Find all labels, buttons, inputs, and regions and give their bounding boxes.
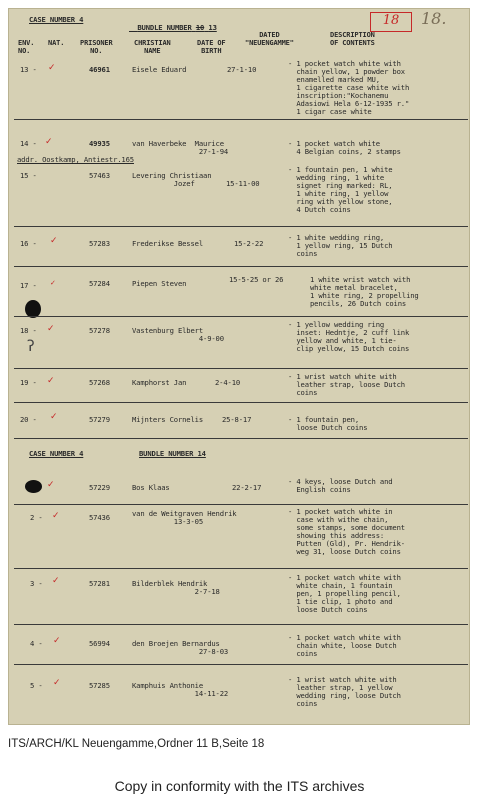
entry-16-desc: - 1 white wedding ring, 1 yellow ring, 15 Dutch coins xyxy=(288,233,393,258)
divider xyxy=(14,664,468,665)
entry-b14-5-desc: - 1 wrist watch white with leather strap, 1 yellow wedding ring, loose Dutch coins xyxy=(288,675,401,708)
entry-b14-5-env: 5 - xyxy=(30,681,43,690)
divider xyxy=(14,316,468,317)
entry-20-prisoner: 57279 xyxy=(89,415,110,424)
entry-15-desc: - 1 fountain pen, 1 white wedding ring, 1 white signet ring marked: RL, 1 white ring, 1 yellow ring with yellow stone, 4 Dutch coins xyxy=(288,165,393,214)
bundle-number-label-2: BUNDLE NUMBER 14 xyxy=(139,449,206,458)
entry-b14-4-env: 4 - xyxy=(30,639,43,648)
entry-19-env: 19 - xyxy=(20,378,37,387)
entry-16-dob: 15-2-22 xyxy=(234,239,264,248)
entry-18-prisoner: 57278 xyxy=(89,326,110,335)
check-mark: ✓ xyxy=(50,279,56,287)
entry-14-desc: - 1 pocket watch white 4 Belgian coins, 2 stamps xyxy=(288,139,401,156)
entry-b14-3-desc: - 1 pocket watch white with white chain, 1 fountain pen, 1 propelling pencil, 1 tie clip, 1 photo and loose Dutch coins xyxy=(288,573,401,614)
header-nat: NAT. xyxy=(48,39,65,47)
entry-b14-2-env: 2 - xyxy=(30,513,43,522)
divider xyxy=(14,402,468,403)
entry-17-prisoner: 57284 xyxy=(89,279,110,288)
entry-14-address: addr. Oostkamp, Antiestr.165 xyxy=(17,155,134,164)
entry-15-prisoner: 57463 xyxy=(89,171,110,180)
entry-17-env: 17 - xyxy=(20,281,37,290)
entry-b14-5-prisoner: 57285 xyxy=(89,681,110,690)
entry-13-name: Eisele Eduard xyxy=(132,65,187,74)
entry-b14-4-desc: - 1 pocket watch white with chain white, loose Dutch coins xyxy=(288,633,401,658)
entry-16-prisoner: 57283 xyxy=(89,239,110,248)
pencil-page-number: 18. xyxy=(421,9,447,28)
check-mark: ✓ xyxy=(53,636,61,646)
entry-b14-1-name: Bos Klaas xyxy=(132,483,170,492)
entry-b14-4-prisoner: 56994 xyxy=(89,639,110,648)
entry-b14-5-name: Kamphuis Anthonie 14-11-22 xyxy=(132,681,229,698)
check-mark: ✓ xyxy=(53,678,61,688)
entry-19-desc: - 1 wrist watch white with leather strap, loose Dutch coins xyxy=(288,372,405,397)
header-description: DESCRIPTION OF CONTENTS xyxy=(330,31,375,47)
check-mark: ✓ xyxy=(52,511,60,521)
ink-blot xyxy=(25,480,42,493)
check-mark: ✓ xyxy=(50,412,58,422)
divider xyxy=(14,226,468,227)
entry-b14-2-desc: - 1 pocket watch white in case with withe chain, some stamps, some document showing this address: Putten (Gld), Pr. Hendrik- weg 31, loose Dutch coins xyxy=(288,507,405,556)
entry-15-name: Levering Christiaan Jozef xyxy=(132,171,212,188)
header-prisoner-no: PRISONER NO. xyxy=(80,39,113,55)
entry-15-dob: 15-11-00 xyxy=(226,179,260,188)
divider xyxy=(14,119,468,120)
entry-13-desc: - 1 pocket watch white with chain yellow, 1 powder box enamelled marked MU, 1 cigarette case white with inscription:"Kochanemu Adasiowi Hela 6-12-1935 r." 1 cigar case white xyxy=(288,59,410,116)
entry-b14-1-prisoner: 57229 xyxy=(89,483,110,492)
entry-13-dob: 27-1-10 xyxy=(227,65,257,74)
entry-b14-1-desc: - 4 keys, loose Dutch and English coins xyxy=(288,477,393,494)
entry-19-name: Kamphorst Jan xyxy=(132,378,187,387)
entry-20-env: 20 - xyxy=(20,415,37,424)
check-mark: ✓ xyxy=(47,324,55,334)
divider xyxy=(14,624,468,625)
archive-source-caption: ITS/ARCH/KL Neuengamme,Ordner 11 B,Seite 18 xyxy=(8,738,265,750)
entry-18-desc: - 1 yellow wedding ring inset: Hedntje, 2 cuff link yellow and white, 1 tie- clip yellow, 15 Dutch coins xyxy=(288,320,410,353)
entry-b14-2-name: van de Weitgraven Hendrik 13-3-05 xyxy=(132,509,237,526)
bundle-number-label xyxy=(129,16,217,32)
entry-b14-3-env: 3 - xyxy=(30,579,43,588)
entry-17-desc: 1 white wrist watch with white metal bracelet, 1 white ring, 2 propelling pencils, 26 Dutch coins xyxy=(310,275,419,308)
entry-20-name: Mijnters Cornelis xyxy=(132,415,204,424)
entry-19-dob: 2-4-10 xyxy=(215,378,241,387)
divider xyxy=(14,266,468,267)
check-mark: ✓ xyxy=(50,236,58,246)
bundle-text: BUNDLE NUMBER xyxy=(137,23,192,32)
entry-13-env: 13 - xyxy=(20,65,37,74)
entry-16-name: Frederikse Bessel xyxy=(132,239,204,248)
divider xyxy=(14,368,468,369)
pencil-mark: ʔ xyxy=(27,337,35,355)
bundle-struck-number: 10 xyxy=(195,23,205,32)
entry-14-name: van Haverbeke Maurice 27-1-94 xyxy=(132,139,229,156)
divider xyxy=(14,568,468,569)
entry-19-prisoner: 57268 xyxy=(89,378,110,387)
header-christian-name: CHRISTIAN NAME xyxy=(134,39,171,55)
entry-17-name: Piepen Steven xyxy=(132,279,187,288)
check-mark: ✓ xyxy=(47,376,55,386)
case-number-label: CASE NUMBER 4 xyxy=(29,15,84,24)
entry-b14-3-name: Bilderblek Hendrik 2-7-18 xyxy=(132,579,220,596)
conformity-caption: Copy in conformity with the ITS archives xyxy=(114,778,365,794)
check-mark: ✓ xyxy=(45,137,53,147)
header-dated-neuengamme: DATED "NEUENGAMME" xyxy=(245,31,294,47)
entry-18-env: 18 - xyxy=(20,326,37,335)
divider xyxy=(14,438,468,439)
check-mark: ✓ xyxy=(47,480,55,490)
entry-15-env: 15 - xyxy=(20,171,37,180)
divider xyxy=(14,504,468,505)
check-mark: ✓ xyxy=(52,576,60,586)
header-date-of-birth: DATE OF BIRTH xyxy=(197,39,226,55)
entry-14-env: 14 - xyxy=(20,139,37,148)
case-number-label-2: CASE NUMBER 4 xyxy=(29,449,84,458)
entry-18-name: Vastenburg Elbert 4-9-00 xyxy=(132,326,224,343)
entry-17-dob: 15-5-25 or 26 xyxy=(229,275,284,284)
entry-16-env: 16 - xyxy=(20,239,37,248)
entry-b14-3-prisoner: 57281 xyxy=(89,579,110,588)
entry-13-prisoner: 46961 xyxy=(89,65,110,74)
entry-b14-4-name: den Broejen Bernardus 27-8-03 xyxy=(132,639,229,656)
check-mark: ✓ xyxy=(48,63,56,73)
entry-20-dob: 25-8-17 xyxy=(222,415,252,424)
entry-14-prisoner: 49935 xyxy=(89,139,110,148)
entry-20-desc: - 1 fountain pen, loose Dutch coins xyxy=(288,415,368,432)
entry-b14-1-dob: 22-2-17 xyxy=(232,483,262,492)
bundle-number: 13 xyxy=(208,23,217,32)
red-page-stamp: 18 xyxy=(370,12,412,32)
entry-b14-2-prisoner: 57436 xyxy=(89,513,110,522)
header-env-no: ENV. NO. xyxy=(18,39,35,55)
